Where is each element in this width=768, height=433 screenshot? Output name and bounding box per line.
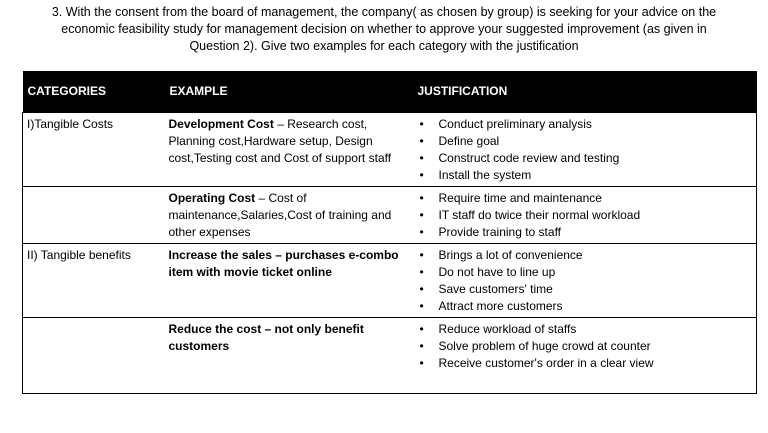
- example-cell: [165, 318, 413, 394]
- justification-list: [419, 190, 753, 241]
- table-row: [23, 318, 757, 394]
- table-row: [23, 244, 757, 318]
- header-example: EXAMPLE: [165, 71, 413, 113]
- bullet-icon: •: [419, 356, 424, 370]
- category-cell: I)Tangible Costs: [23, 113, 165, 187]
- table-row: [23, 113, 757, 187]
- example-title: Development Cost: [168, 117, 274, 131]
- table-row: [23, 187, 757, 244]
- feasibility-table: [22, 71, 757, 394]
- justification-item: • Require time and maintenance: [419, 191, 602, 205]
- example-cell: [165, 244, 413, 318]
- bullet-icon: •: [419, 168, 424, 182]
- example-cell: [165, 113, 413, 187]
- bullet-icon: •: [419, 265, 424, 279]
- header-justification: JUSTIFICATION: [413, 71, 757, 113]
- question-text: [20, 4, 748, 55]
- bullet-icon: •: [419, 191, 424, 205]
- justification-item: • Conduct preliminary analysis: [419, 117, 592, 131]
- justification-item: • Construct code review and testing: [419, 151, 620, 165]
- question-line-2: economic feasibility study for management decision on whether to approve your suggested improvement (as given in: [61, 22, 707, 36]
- justification-cell: [413, 318, 757, 394]
- category-cell: [23, 187, 165, 244]
- justification-cell: [413, 187, 757, 244]
- bullet-icon: •: [419, 208, 424, 222]
- question-line-1: 3. With the consent from the board of management, the company( as chosen by group) is seeking for your advice on the: [51, 5, 717, 19]
- bullet-icon: •: [419, 151, 424, 165]
- example-detail: – Cost of maintenance,Salaries,Cost of training and other expenses: [168, 191, 392, 239]
- bullet-icon: •: [419, 134, 424, 148]
- table-header-row: [23, 71, 757, 113]
- bullet-icon: •: [419, 248, 424, 262]
- justification-list: [419, 116, 753, 184]
- header-categories: CATEGORIES: [23, 71, 165, 113]
- justification-list: [419, 247, 753, 315]
- justification-cell: [413, 113, 757, 187]
- justification-item: • Reduce workload of staffs: [419, 322, 577, 336]
- bullet-icon: •: [419, 322, 424, 336]
- justification-item: • Install the system: [419, 168, 532, 182]
- bullet-icon: •: [419, 299, 424, 313]
- example-title: Operating Cost: [168, 191, 256, 205]
- bullet-icon: •: [419, 282, 424, 296]
- justification-item: • Define goal: [419, 134, 500, 148]
- bullet-icon: •: [419, 225, 424, 239]
- justification-item: • Save customers' time: [419, 282, 553, 296]
- justification-item: • Brings a lot of convenience: [419, 248, 583, 262]
- justification-item: • Do not have to line up: [419, 265, 556, 279]
- category-cell: [23, 318, 165, 394]
- bullet-icon: •: [419, 339, 424, 353]
- category-cell: II) Tangible benefits: [23, 244, 165, 318]
- justification-cell: [413, 244, 757, 318]
- example-title: Increase the sales – purchases e-combo item with movie ticket online: [168, 248, 399, 279]
- justification-item: • Provide training to staff: [419, 225, 562, 239]
- example-detail: – Research cost, Planning cost,Hardware setup, Design cost,Testing cost and Cost of support staff: [168, 117, 392, 165]
- example-title: Reduce the cost – not only benefit customers: [168, 322, 364, 353]
- justification-list: [419, 321, 753, 372]
- example-cell: [165, 187, 413, 244]
- question-line-3: Question 2). Give two examples for each category with the justification: [189, 39, 579, 53]
- justification-item: • Receive customer's order in a clear view: [419, 356, 654, 370]
- justification-item: • IT staff do twice their normal workload: [419, 208, 641, 222]
- bullet-icon: •: [419, 117, 424, 131]
- justification-item: • Attract more customers: [419, 299, 563, 313]
- justification-item: • Solve problem of huge crowd at counter: [419, 339, 651, 353]
